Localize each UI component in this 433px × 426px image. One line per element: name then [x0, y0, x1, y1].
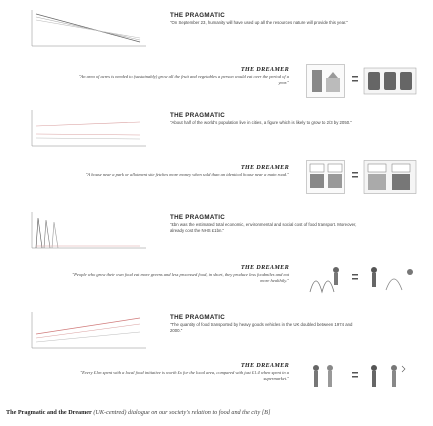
line-chart-4	[28, 310, 148, 354]
dreamer-title: THE DREAMER	[240, 66, 289, 73]
caption-title: The Pragmatic and the Dreamer	[6, 409, 92, 416]
chart-hgv-food-transport	[28, 310, 148, 354]
pragmatic-text: "£bn was the estimated total economic, environmental and social cost of food transport. Moreover, already cost the NHS £1bn."	[170, 222, 357, 233]
dreamer-title: THE DREAMER	[240, 264, 289, 271]
illustration-shoppers	[306, 360, 420, 394]
dreamer-title: THE DREAMER	[240, 164, 289, 171]
pragmatic-text: "The quantity of food transported by heavy goods vehicles in the UK doubled between 1974 and 2000."	[170, 322, 353, 333]
pragmatic-title: THE PRAGMATIC	[170, 314, 226, 321]
caption-subtitle: (UK-centred) dialogue on our society's relation to food and the city [B]	[93, 409, 271, 416]
line-chart-2	[28, 108, 148, 152]
illustration-people-in-garden	[306, 262, 420, 296]
dreamer-text: "People who grow their own food eat more greens and less processed food, in short, they produce less foodmiles and eat more healthily."	[72, 272, 289, 283]
chart-urban-population	[28, 108, 148, 152]
illustration-garden-and-bins	[306, 64, 420, 98]
pragmatic-block-3	[170, 214, 360, 234]
pragmatic-text: "On September 23, humanity will have used up all the resources nature will provide this year."	[170, 20, 348, 25]
dreamer-text: "An area of acres is needed to (sustainably) grow all the fruit and vegetables a person would eat over the period of a year."	[78, 74, 289, 85]
pragmatic-title: THE PRAGMATIC	[170, 112, 226, 119]
pragmatic-block-1	[170, 12, 360, 26]
figure-caption	[6, 408, 430, 417]
line-chart-3	[28, 210, 148, 254]
chart-resources-used	[28, 8, 148, 52]
pragmatic-title: THE PRAGMATIC	[170, 12, 226, 19]
pragmatic-title: THE PRAGMATIC	[170, 214, 226, 221]
dreamer-block-1	[69, 66, 289, 86]
line-chart-1	[28, 8, 148, 52]
pragmatic-block-4	[170, 314, 360, 334]
dreamer-title: THE DREAMER	[240, 362, 289, 369]
pragmatic-block-2	[170, 112, 360, 126]
illustration-houses-for-sale	[306, 160, 420, 194]
chart-food-transport-cost	[28, 210, 148, 254]
dreamer-text: "A house near a park or allotment site fetches more money when sold than an identical house near a main road."	[85, 172, 289, 177]
dreamer-block-4	[69, 362, 289, 382]
dreamer-text: "Every £1m spent with a local food initiative is worth £x for the local area, compared with just £1.4 when spent in a supermarket."	[80, 370, 289, 381]
dreamer-block-3	[69, 264, 289, 284]
pragmatic-text: "About half of the world's population live in cities, a figure which is likely to grow to 2/3 by 2050."	[170, 120, 352, 125]
dreamer-block-2	[69, 164, 289, 178]
